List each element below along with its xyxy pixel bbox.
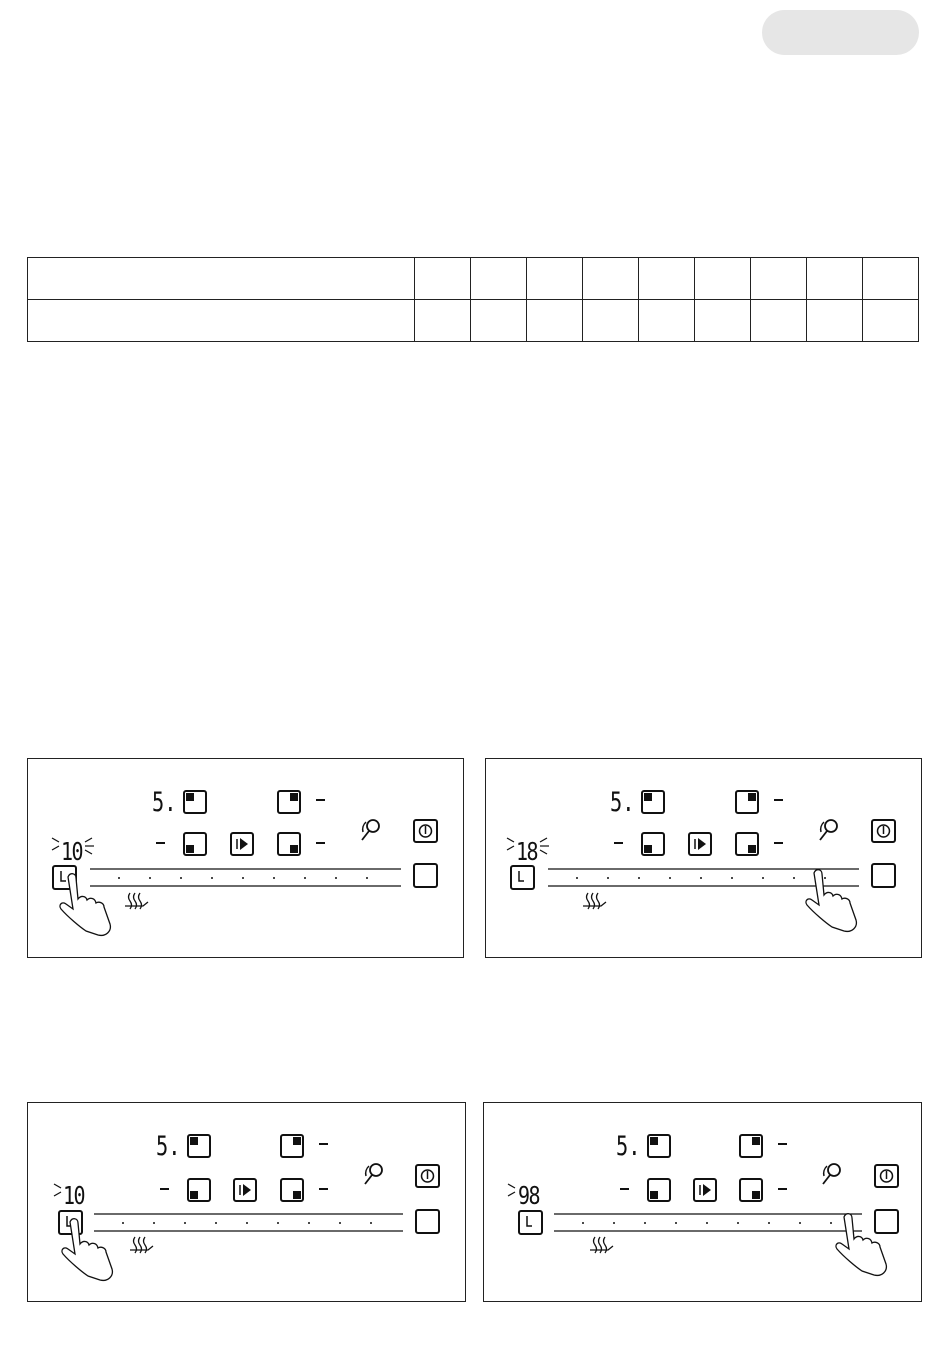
cooking-zone-icon[interactable] [184, 791, 206, 813]
keep-warm-icon [583, 893, 606, 909]
panel-graphics [28, 759, 463, 957]
blink-rays [54, 1184, 61, 1196]
hand-pointer-icon [836, 1214, 886, 1276]
cooking-zone-icon[interactable] [278, 791, 300, 813]
power-icon[interactable] [416, 1165, 439, 1187]
timer-display: 98 [518, 1181, 539, 1210]
timer-display: 18 [516, 837, 537, 866]
power-icon[interactable] [872, 820, 895, 842]
timer-display: 10 [61, 837, 82, 866]
table-row [28, 300, 919, 342]
cooking-zone-icon[interactable] [184, 833, 206, 855]
blink-rays [507, 838, 549, 854]
control-panel-2 [485, 758, 922, 958]
zone-value: 5. [610, 787, 635, 818]
zone-value: 5. [156, 1131, 181, 1162]
timer-clock-icon[interactable] [519, 1211, 542, 1234]
boost-key[interactable] [872, 864, 895, 887]
keep-warm-icon [130, 1237, 153, 1253]
key-lock-icon[interactable] [823, 1164, 840, 1184]
power-slider[interactable] [94, 1214, 403, 1231]
header-tab [762, 10, 919, 55]
boost-key[interactable] [416, 1210, 439, 1233]
cooking-zone-icon[interactable] [642, 791, 664, 813]
cooking-zone-icon[interactable] [188, 1179, 210, 1201]
cooking-zone-icon[interactable] [281, 1179, 303, 1201]
pause-play-icon[interactable] [694, 1179, 716, 1201]
cooking-zone-icon[interactable] [642, 833, 664, 855]
cooking-zone-icon[interactable] [278, 833, 300, 855]
key-lock-icon[interactable] [820, 820, 837, 840]
cooking-zone-icon[interactable] [648, 1135, 670, 1157]
zone-value: 5. [616, 1131, 641, 1162]
control-panel-1 [27, 758, 464, 958]
power-slider[interactable] [548, 869, 859, 886]
cooking-zone-icon[interactable] [281, 1135, 303, 1157]
keep-warm-icon [590, 1237, 613, 1253]
pause-play-icon[interactable] [231, 833, 253, 855]
power-icon[interactable] [875, 1165, 898, 1187]
control-panel-4 [483, 1102, 922, 1302]
control-panel-3 [27, 1102, 466, 1302]
cooking-zone-icon[interactable] [188, 1135, 210, 1157]
key-lock-icon[interactable] [365, 1164, 382, 1184]
boost-key[interactable] [414, 864, 437, 887]
empty-table [27, 257, 919, 342]
timer-clock-icon[interactable] [511, 866, 534, 889]
hand-pointer-icon [60, 874, 110, 936]
blink-rays [52, 838, 94, 854]
cooking-zone-icon[interactable] [736, 791, 758, 813]
zone-value: 5. [152, 787, 177, 818]
panel-graphics [28, 1103, 465, 1301]
cooking-zone-icon[interactable] [740, 1179, 762, 1201]
boost-key[interactable] [875, 1210, 898, 1233]
power-icon[interactable] [414, 820, 437, 842]
cooking-zone-icon[interactable] [736, 833, 758, 855]
pause-play-icon[interactable] [689, 833, 711, 855]
cooking-zone-icon[interactable] [648, 1179, 670, 1201]
hand-pointer-icon [806, 870, 856, 932]
panel-graphics [486, 759, 921, 957]
power-slider[interactable] [90, 869, 401, 886]
cooking-zone-icon[interactable] [740, 1135, 762, 1157]
power-slider[interactable] [554, 1214, 862, 1231]
timer-display: 10 [63, 1181, 84, 1210]
key-lock-icon[interactable] [362, 820, 379, 840]
blink-rays [508, 1184, 515, 1196]
hand-pointer-icon [62, 1219, 112, 1281]
panel-graphics [484, 1103, 921, 1301]
pause-play-icon[interactable] [234, 1179, 256, 1201]
table-row [28, 258, 919, 300]
keep-warm-icon [125, 893, 148, 909]
